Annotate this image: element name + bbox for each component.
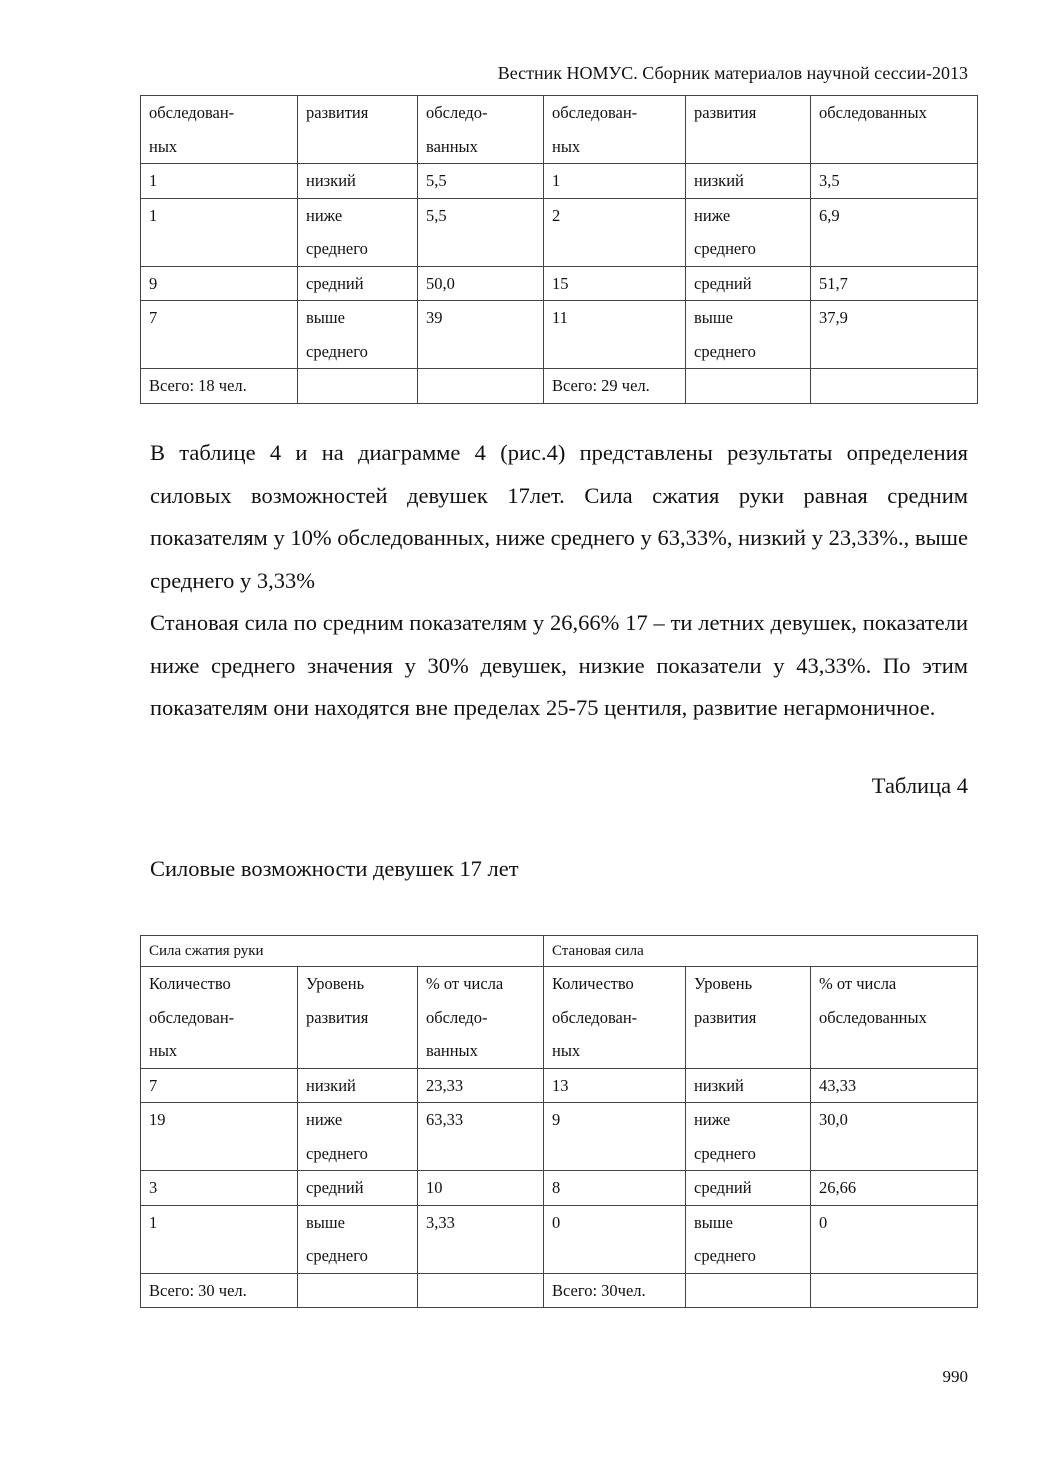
header-cell: % от числа обследованных bbox=[811, 967, 978, 1069]
group-header-cell: Сила сжатия руки bbox=[141, 936, 544, 967]
table-cell bbox=[686, 369, 811, 404]
table-cell: 1 bbox=[141, 1205, 298, 1273]
header-cell: Уровень развития bbox=[686, 967, 811, 1069]
group-header-cell: Становая сила bbox=[544, 936, 978, 967]
table-row bbox=[141, 164, 978, 199]
total-cell: Всего: 30чел. bbox=[544, 1273, 686, 1308]
table-cell: выше среднего bbox=[298, 1205, 418, 1273]
table-row bbox=[141, 1171, 978, 1206]
table-cell: низкий bbox=[298, 1068, 418, 1103]
header-cell: развития bbox=[686, 96, 811, 164]
header-cell: обследован- ных bbox=[544, 96, 686, 164]
table-cell: 15 bbox=[544, 266, 686, 301]
table-cell: 2 bbox=[544, 198, 686, 266]
table-total-row bbox=[141, 1273, 978, 1308]
table-cell: 13 bbox=[544, 1068, 686, 1103]
table-row bbox=[141, 1068, 978, 1103]
table-cell: 50,0 bbox=[418, 266, 544, 301]
page-number: 990 bbox=[942, 1367, 968, 1386]
header-cell: развития bbox=[298, 96, 418, 164]
table-cell bbox=[298, 1273, 418, 1308]
table-cell bbox=[686, 1273, 811, 1308]
total-cell: Всего: 30 чел. bbox=[141, 1273, 298, 1308]
table-header-row bbox=[141, 967, 978, 1069]
table-cell: 1 bbox=[544, 164, 686, 199]
table-cell bbox=[298, 369, 418, 404]
table-total-row bbox=[141, 369, 978, 404]
paragraph-hand-grip: В таблице 4 и на диаграмме 4 (рис.4) представлены результаты определения силовых возможностей девушек 17лет. Сила сжатия руки равная средним показателям у 10% обследованных, ниже среднего у 63,33%, низкий у 23,33%., выше среднего у 3,33% bbox=[150, 440, 968, 593]
table-cell: 37,9 bbox=[811, 301, 978, 369]
table-cell: 3 bbox=[141, 1171, 298, 1206]
table-cell bbox=[418, 1273, 544, 1308]
table-cell: 10 bbox=[418, 1171, 544, 1206]
table-3-continuation bbox=[140, 95, 978, 404]
table-cell bbox=[418, 369, 544, 404]
table-cell: низкий bbox=[686, 164, 811, 199]
table-cell: средний bbox=[686, 266, 811, 301]
table-cell: 7 bbox=[141, 1068, 298, 1103]
table-cell: 9 bbox=[141, 266, 298, 301]
table-cell: 43,33 bbox=[811, 1068, 978, 1103]
table-row bbox=[141, 1103, 978, 1171]
journal-header: Вестник НОМУС. Сборник материалов научной сессии-2013 bbox=[497, 63, 968, 83]
table-cell: 3,5 bbox=[811, 164, 978, 199]
table-cell: 6,9 bbox=[811, 198, 978, 266]
table-cell bbox=[811, 369, 978, 404]
table-cell: ниже среднего bbox=[686, 198, 811, 266]
header-cell: обследованных bbox=[811, 96, 978, 164]
table-cell: 39 bbox=[418, 301, 544, 369]
header-cell: % от числа обследо- ванных bbox=[418, 967, 544, 1069]
table-cell: выше среднего bbox=[298, 301, 418, 369]
table-cell: 8 bbox=[544, 1171, 686, 1206]
table-cell: 3,33 bbox=[418, 1205, 544, 1273]
table-group-row bbox=[141, 936, 978, 967]
table-row bbox=[141, 301, 978, 369]
table-row bbox=[141, 266, 978, 301]
table-cell: ниже среднего bbox=[686, 1103, 811, 1171]
table-cell: низкий bbox=[298, 164, 418, 199]
table-cell bbox=[811, 1273, 978, 1308]
table-cell: средний bbox=[686, 1171, 811, 1206]
table-cell: 23,33 bbox=[418, 1068, 544, 1103]
table-cell: 9 bbox=[544, 1103, 686, 1171]
paragraph-back-strength: Становая сила по средним показателям у 26,66% 17 – ти летних девушек, показатели ниже среднего значения у 30% девушек, низкие показатели у 43,33%. По этим показателям они находятся вне пределах 25-75 центиля, развитие негармоничное. bbox=[150, 610, 968, 720]
table-cell: выше среднего bbox=[686, 301, 811, 369]
table-cell: 26,66 bbox=[811, 1171, 978, 1206]
table-cell: средний bbox=[298, 1171, 418, 1206]
table-cell: 11 bbox=[544, 301, 686, 369]
table-cell: 63,33 bbox=[418, 1103, 544, 1171]
header-cell: Уровень развития bbox=[298, 967, 418, 1069]
header-cell: Количество обследован- ных bbox=[141, 967, 298, 1069]
table-cell: 5,5 bbox=[418, 198, 544, 266]
table-cell: 19 bbox=[141, 1103, 298, 1171]
table-cell: 1 bbox=[141, 198, 298, 266]
header-cell: обследован- ных bbox=[141, 96, 298, 164]
total-cell: Всего: 29 чел. bbox=[544, 369, 686, 404]
table-4 bbox=[140, 935, 978, 1308]
table-cell: 30,0 bbox=[811, 1103, 978, 1171]
table-cell: ниже среднего bbox=[298, 1103, 418, 1171]
table-title: Силовые возможности девушек 17 лет bbox=[150, 856, 519, 881]
table-cell: средний bbox=[298, 266, 418, 301]
table-row bbox=[141, 198, 978, 266]
table-cell: ниже среднего bbox=[298, 198, 418, 266]
header-cell: Количество обследован- ных bbox=[544, 967, 686, 1069]
table-cell: низкий bbox=[686, 1068, 811, 1103]
table-header-row bbox=[141, 96, 978, 164]
total-cell: Всего: 18 чел. bbox=[141, 369, 298, 404]
table-cell: 5,5 bbox=[418, 164, 544, 199]
table-cell: 0 bbox=[811, 1205, 978, 1273]
table-cell: 0 bbox=[544, 1205, 686, 1273]
table-cell: выше среднего bbox=[686, 1205, 811, 1273]
header-cell: обследо- ванных bbox=[418, 96, 544, 164]
table-cell: 1 bbox=[141, 164, 298, 199]
table-cell: 7 bbox=[141, 301, 298, 369]
table-cell: 51,7 bbox=[811, 266, 978, 301]
table-row bbox=[141, 1205, 978, 1273]
table-label: Таблица 4 bbox=[871, 773, 968, 798]
